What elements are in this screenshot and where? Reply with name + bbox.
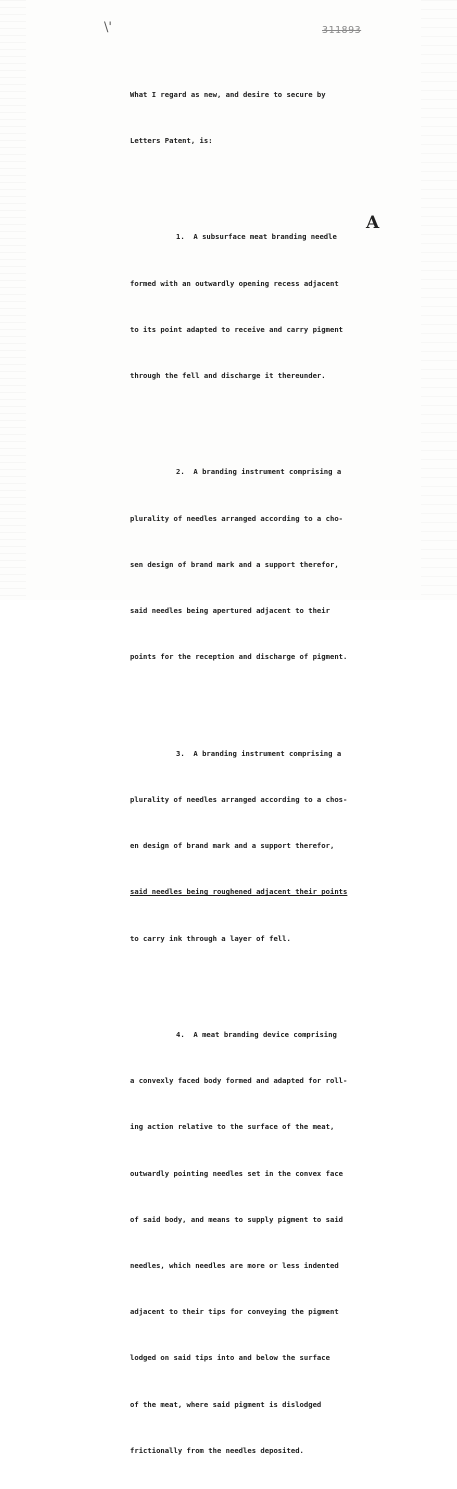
margin-annotation: A <box>366 213 380 233</box>
claim-1-line: through the fell and discharge it thereunder. <box>130 371 326 381</box>
claim-3-line: said needles being roughened adjacent their points <box>130 887 348 897</box>
scan-edge-right <box>421 0 457 600</box>
claim-4-line: lodged on said tips into and below the surface <box>130 1353 330 1363</box>
claim-2-line: said needles being apertured adjacent to their <box>130 606 330 616</box>
claim-1-line: 1. A subsurface meat branding needle <box>176 232 337 242</box>
claim-3-line: plurality of needles arranged according to a chos- <box>130 794 348 804</box>
claim-4-line: ing action relative to the surface of the meat, <box>130 1122 335 1132</box>
claim-4-line: adjacent to their tips for conveying the pigment <box>130 1307 339 1317</box>
claim-4-line: a convexly faced body formed and adapted for roll- <box>130 1076 348 1086</box>
claim-4-line: needles, which needles are more or less indented <box>130 1260 339 1270</box>
scan-edge-left <box>0 0 26 600</box>
claim-2-line: points for the reception and discharge of pigment. <box>130 652 348 662</box>
patent-number: 311893 <box>322 25 362 36</box>
intro-line: What I regard as new, and desire to secure by <box>130 89 326 99</box>
claim-4-line: 4. A meat branding device comprising <box>176 1029 337 1039</box>
claim-2-line: 2. A branding instrument comprising a <box>176 467 342 477</box>
claim-4-line: of the meat, where said pigment is dislodged <box>130 1399 322 1409</box>
claim-4-line: of said body, and means to supply pigment to said <box>130 1214 344 1224</box>
claim-4-line: outwardly pointing needles set in the convex face <box>130 1168 344 1178</box>
claim-2-line: plurality of needles arranged according to a cho- <box>130 513 344 523</box>
claim-4-line: frictionally from the needles deposited. <box>130 1445 304 1455</box>
claim-1-line: to its point adapted to receive and carry pigment <box>130 324 344 334</box>
intro-line: Letters Patent, is: <box>130 136 213 146</box>
claim-3-line: 3. A branding instrument comprising a <box>176 748 342 758</box>
claim-1-line: formed with an outwardly opening recess adjacent <box>130 278 339 288</box>
claim-2-line: sen design of brand mark and a support therefor, <box>130 559 339 569</box>
corner-mark: \' <box>104 20 112 35</box>
claim-3-line: to carry ink through a layer of fell. <box>130 933 291 943</box>
claim-3-line: en design of brand mark and a support therefor, <box>130 841 335 851</box>
claims-text <box>130 56 360 1489</box>
